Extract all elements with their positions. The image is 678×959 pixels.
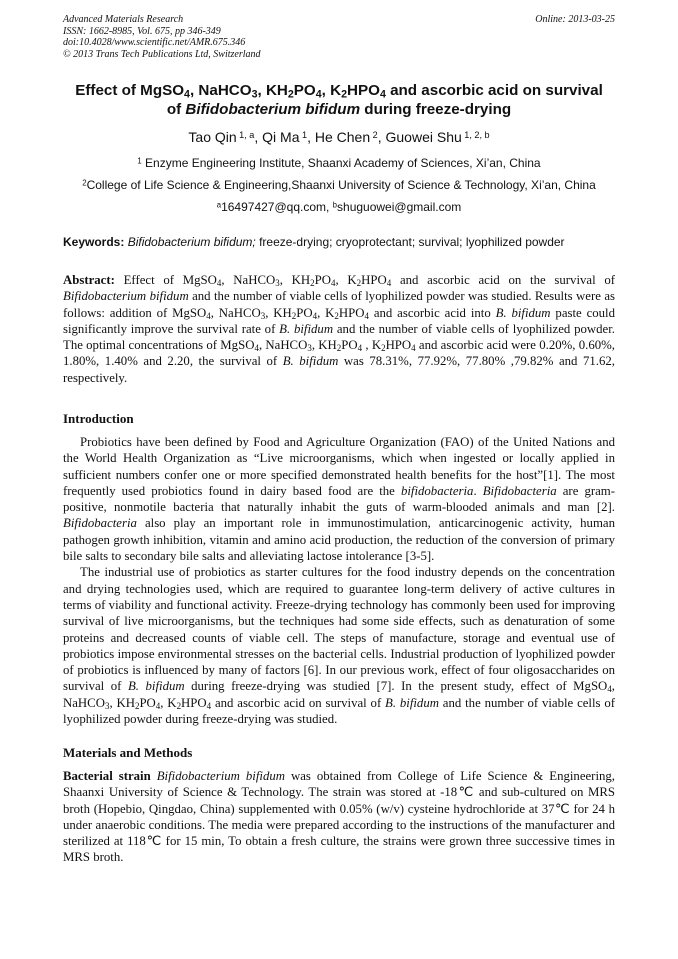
email-link-a[interactable]: 16497427@qq.com, bbox=[221, 200, 333, 214]
paper-title: Effect of MgSO$_4$, NaHCO$_3$, $KH_2PO_4$, $K_2HPO_4$ and ascorbic acid on survival of Bifidobacterium bifidum during freeze-drying bbox=[75, 82, 603, 118]
abstract: Abstract: Effect of MgSO$_4$, NaHCO$_3$, $KH_2PO_4$, $K_2HPO_4$ and ascorbic acid on the survival of Bifidobacterium bifidum and the number of viable cells of lyophilized powder was studied. Results were as follows: addition of MgSO$_4$, NaHCO$_3$, $KH_2PO_4$, $K_2HPO_4$ and ascorbic acid into B. bifidum paste could significantly improve the survival rate of B. bifidum and the number of viable cells of lyophilized powder. The optimal concentrations of MgSO$_4$, NaHCO$_3$, $KH_2PO_4$ , $K_2HPO_4$ and ascorbic acid were 0.20%, 0.60%, 1.80%, 1.40% and 2.20, the survival of B. bifidum was 78.31%, 77.92%, 77.80% ,79.82% and 71.62, respectively. bbox=[63, 273, 616, 385]
bacterial-strain-label: Bacterial strain bbox=[63, 769, 151, 783]
online-date bbox=[535, 14, 615, 26]
affiliation-1: $^1$ Enzyme Engineering Institute, Shaanxi Academy of Sciences, Xi’an, China bbox=[137, 156, 541, 170]
introduction-heading: Introduction bbox=[63, 411, 134, 426]
keywords: Keywords: Bifidobacterium bifidum; freeze-drying; cryoprotectant; survival; lyophilized powder bbox=[63, 235, 565, 249]
issn-line: ISSN: 1662-8985, Vol. 675, pp 346-349 bbox=[63, 25, 221, 37]
journal-name: Advanced Materials Research bbox=[63, 14, 184, 25]
methods-body bbox=[63, 768, 615, 866]
abstract-label: Abstract: bbox=[63, 273, 115, 287]
author-list: Tao Qin $^{1, a}$, Qi Ma $^1$, He Chen $^2$, Guowei Shu $^{1, 2, b}$ bbox=[188, 129, 490, 145]
methods-heading: Materials and Methods bbox=[63, 745, 193, 760]
intro-paragraph-2: The industrial use of probiotics as starter cultures for the food industry depends on the concentration and drying technologies used, which are required to guarantee long-term delivery of active cultures in terms of viability and functional activity. Freeze-drying technology has commonly been used for improving survival of live microorganisms, but the techniques had some side effects, such as denaturation of some proteins and decreased counts of viable cell. The steps of manufacture, storage and eventual use of probiotics impose environmental stresses on the bacterial cells. Industrial production of lyophilized powder of probiotics is influenced by many of factors [6]. In our previous work, effect of four oligosaccharides on survival of B. bifidum during freeze-drying was studied [7]. In the present study, effect of MgSO$_4$, NaHCO$_3$, $KH_2PO_4$, $K_2HPO_4$ and ascorbic acid on survival of B. bifidum and the number of viable cells of lyophilized powder during freeze-drying was studied. bbox=[63, 565, 615, 727]
online-date-text: Online: 2013-03-25 bbox=[535, 14, 615, 25]
introduction-body bbox=[63, 434, 615, 727]
author-emails: $^a$16497427@qq.com, $^b$shuguowei@gmail.com bbox=[216, 200, 462, 214]
copyright-line: © 2013 Trans Tech Publications Ltd, Switzerland bbox=[63, 48, 261, 60]
email-link-b[interactable]: shuguowei@gmail.com bbox=[337, 200, 462, 214]
bacterial-strain-paragraph: Bacterial strain Bifidobacterium bifidum was obtained from College of Life Science & Engineering, Shaanxi University of Science & Technology. The strain was stored at -18℃ and sub-cultured on MRS broth (Hopebio, Qingdao, China) supplemented with 0.05% (w/v) cysteine hydrochloride at 37℃ for 24 h under anaerobic conditions. The media were prepared according to the instructions of the manufacturer and sterilized at 118℃ for 15 min, To obtain a fresh culture, the strains were grown three successive times in MRS broth. bbox=[63, 769, 615, 865]
doi-line: doi:10.4028/www.scientific.net/AMR.675.346 bbox=[63, 37, 246, 48]
journal-header bbox=[63, 14, 261, 60]
intro-paragraph-1: Probiotics have been defined by Food and Agriculture Organization (FAO) of the United Nations and the World Health Organization as “Live microorganisms, which when ingested or locally applied in sufficient numbers confer one or more specified demonstrated health benefits for the host”[1]. The most frequently used probiotics found in dairy based food are the bifidobacteria. Bifidobacteria are gram-positive, nonmotile bacteria that naturally inhabit the guts of warm-blooded animals and man [2]. Bifidobacteria also play an important role in immunostimulation, anticarcinogenic activity, human pathogen growth inhibition, vitamin and amino acid production, the reduction of the conversion of primary bile salts to secondary bile salts and alleviating lactose intolerance [3-5]. bbox=[63, 435, 615, 564]
keywords-label: Keywords: bbox=[63, 235, 125, 249]
affiliation-2: $^2$College of Life Science & Engineering,Shaanxi University of Science & Technology, Xi’an, China bbox=[82, 178, 596, 192]
